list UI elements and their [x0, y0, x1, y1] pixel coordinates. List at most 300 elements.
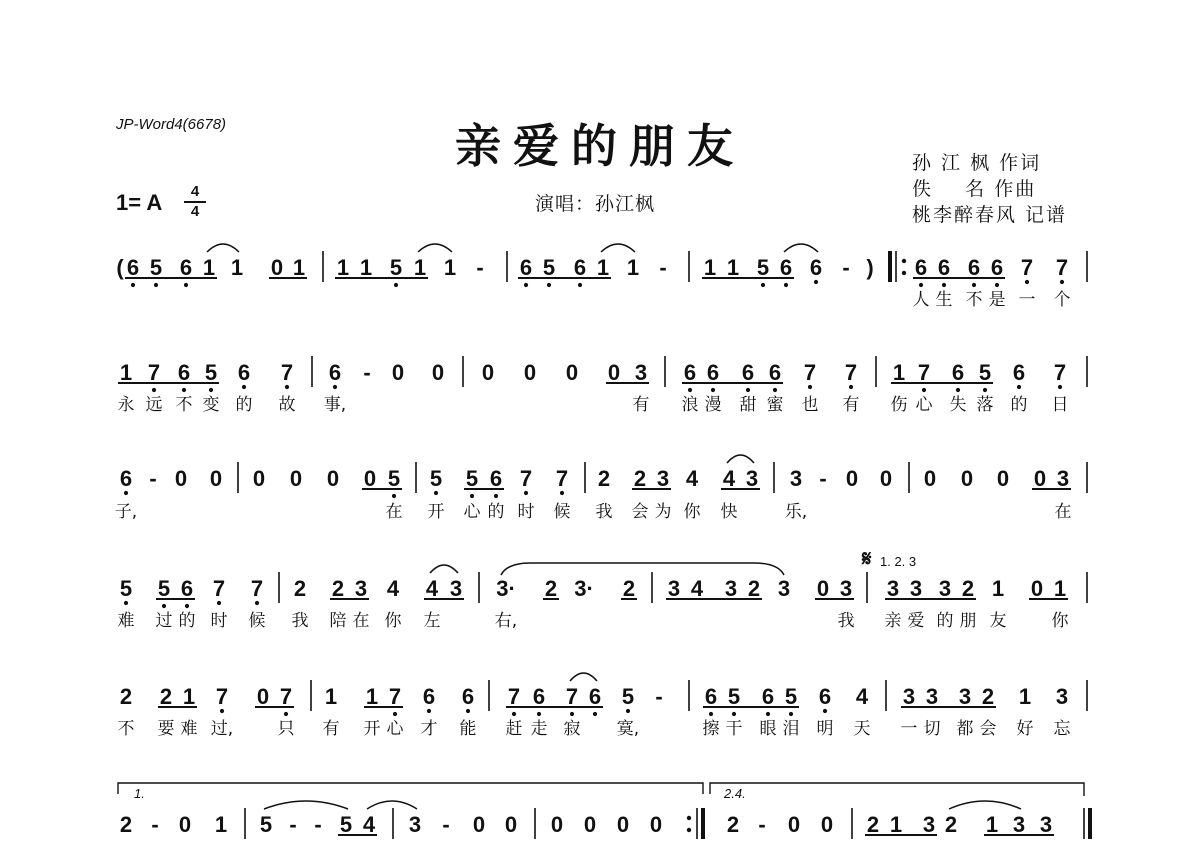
note-3-dotted: 3·	[574, 576, 594, 601]
note-1: 1	[726, 255, 740, 280]
lyric-syllable: 在	[1054, 502, 1072, 522]
note-7: 7	[507, 684, 521, 709]
note-2: 2	[961, 576, 975, 601]
note-1: 1	[292, 255, 306, 280]
note-0: 0	[252, 466, 266, 491]
lyric-syllable: 时	[210, 611, 228, 631]
note-0: 0	[565, 360, 579, 385]
lower-octave-dot	[732, 712, 736, 716]
lyric-syllable: 心	[386, 719, 404, 739]
note-3: 3	[938, 576, 952, 601]
time-signature-bottom: 4	[190, 203, 200, 220]
note-4: 4	[855, 684, 869, 709]
note-6: 6	[990, 255, 1004, 280]
note-2: 2	[622, 576, 636, 601]
note-7: 7	[388, 684, 402, 709]
note-1: 1	[892, 360, 906, 385]
note-6: 6	[119, 466, 133, 491]
lyric-syllable: 开	[427, 502, 445, 522]
lower-octave-dot	[560, 491, 564, 495]
tie-slur	[570, 673, 597, 681]
lyric-syllable: 难	[180, 719, 198, 739]
lower-octave-dot	[285, 385, 289, 389]
lower-octave-dot	[784, 283, 788, 287]
lower-octave-dot	[766, 712, 770, 716]
lower-octave-dot	[814, 280, 818, 284]
note-5: 5	[387, 466, 401, 491]
lyric-syllable: 能	[459, 719, 477, 739]
note-6: 6	[179, 255, 193, 280]
lower-octave-dot	[494, 494, 498, 498]
lower-octave-dot	[688, 388, 692, 392]
lyric-syllable: 过	[155, 611, 173, 631]
note-1: 1	[202, 255, 216, 280]
sustain-dash: -	[149, 466, 157, 491]
note-0: 0	[787, 812, 801, 837]
note-2: 2	[747, 576, 761, 601]
note-6: 6	[761, 684, 775, 709]
note-6: 6	[519, 255, 533, 280]
lyric-syllable: 干	[725, 719, 743, 739]
repeat-dot	[687, 828, 691, 832]
lower-octave-dot	[217, 601, 221, 605]
sustain-dash: -	[659, 255, 667, 280]
note-0: 0	[481, 360, 495, 385]
lower-octave-dot	[593, 712, 597, 716]
note-3: 3	[667, 576, 681, 601]
lower-octave-dot	[470, 494, 474, 498]
note-0: 0	[879, 466, 893, 491]
lyric-syllable: 故	[278, 395, 296, 415]
note-6: 6	[741, 360, 755, 385]
note-6: 6	[489, 466, 503, 491]
lyric-syllable: 时	[517, 502, 535, 522]
lyricist-credit: 孙 江 枫 作词	[912, 152, 1042, 174]
note-1: 1	[985, 812, 999, 837]
lower-octave-dot	[746, 388, 750, 392]
lyric-syllable: 都	[956, 719, 974, 739]
note-7: 7	[250, 576, 264, 601]
lower-octave-dot	[152, 388, 156, 392]
sustain-dash: -	[842, 255, 850, 280]
note-5: 5	[429, 466, 443, 491]
note-6: 6	[818, 684, 832, 709]
note-5: 5	[542, 255, 556, 280]
note-3: 3	[656, 466, 670, 491]
lower-octave-dot	[761, 283, 765, 287]
note-0: 0	[523, 360, 537, 385]
sustain-dash: -	[819, 466, 827, 491]
lyric-syllable: 日	[1051, 395, 1069, 415]
lower-octave-dot	[808, 385, 812, 389]
lower-octave-dot	[394, 283, 398, 287]
note-0: 0	[391, 360, 405, 385]
lower-octave-dot	[1017, 385, 1021, 389]
software-source-label: JP-Word4(6678)	[116, 116, 227, 133]
note-5: 5	[149, 255, 163, 280]
note-5: 5	[756, 255, 770, 280]
lyric-syllable: 甜	[739, 395, 757, 415]
segno-icon: 𝄋	[862, 546, 872, 571]
lyric-syllable: 子,	[114, 502, 138, 522]
note-0: 0	[256, 684, 270, 709]
note-3: 3	[745, 466, 759, 491]
lyric-syllable: 漫	[704, 395, 722, 415]
note-3: 3	[408, 812, 422, 837]
lower-octave-dot	[547, 283, 551, 287]
lyric-syllable: 寂	[563, 719, 581, 739]
note-2: 2	[159, 684, 173, 709]
lower-octave-dot	[956, 388, 960, 392]
note-6: 6	[768, 360, 782, 385]
note-0: 0	[472, 812, 486, 837]
lower-octave-dot	[1060, 280, 1064, 284]
lyric-syllable: 也	[801, 395, 819, 415]
note-0: 0	[289, 466, 303, 491]
sustain-dash: -	[314, 812, 322, 837]
lyric-syllable: 会	[631, 502, 649, 522]
lower-octave-dot	[1025, 280, 1029, 284]
lyric-syllable: 伤	[890, 395, 908, 415]
note-1: 1	[413, 255, 427, 280]
note-6: 6	[809, 255, 823, 280]
lower-octave-dot	[184, 283, 188, 287]
lower-octave-dot	[537, 712, 541, 716]
lyric-syllable: 赶	[505, 719, 523, 739]
lower-octave-dot	[570, 712, 574, 716]
second-ending-label: 2.4.	[724, 786, 746, 801]
lower-octave-dot	[242, 385, 246, 389]
lyric-syllable: 右,	[494, 611, 518, 631]
note-7: 7	[844, 360, 858, 385]
note-2: 2	[293, 576, 307, 601]
note-6: 6	[704, 684, 718, 709]
note-1: 1	[230, 255, 244, 280]
lyric-syllable: 的	[235, 395, 253, 415]
lower-octave-dot	[942, 283, 946, 287]
lower-octave-dot	[255, 601, 259, 605]
note-0: 0	[178, 812, 192, 837]
lyric-syllable: 走	[530, 719, 548, 739]
note-7: 7	[215, 684, 229, 709]
note-1: 1	[443, 255, 457, 280]
lyric-syllable: 为	[654, 502, 672, 522]
note-0: 0	[649, 812, 663, 837]
lyric-syllable: 难	[117, 611, 135, 631]
note-0: 0	[174, 466, 188, 491]
note-3: 3	[634, 360, 648, 385]
lower-octave-dot	[434, 491, 438, 495]
note-1: 1	[324, 684, 338, 709]
note-1: 1	[703, 255, 717, 280]
note-5: 5	[978, 360, 992, 385]
lyric-syllable: 你	[384, 611, 402, 631]
lyric-syllable: 永	[117, 395, 135, 415]
note-5: 5	[204, 360, 218, 385]
lower-octave-dot	[524, 491, 528, 495]
note-0: 0	[431, 360, 445, 385]
lower-octave-dot	[983, 388, 987, 392]
tie-slur	[601, 244, 635, 252]
tie-slur	[430, 565, 458, 573]
tie-slur	[367, 801, 417, 809]
lyric-syllable: 天	[853, 719, 871, 739]
note-2: 2	[944, 812, 958, 837]
lyric-syllable: 只	[277, 719, 295, 739]
note-6: 6	[914, 255, 928, 280]
note-3: 3	[1012, 812, 1026, 837]
note-4: 4	[722, 466, 736, 491]
sustain-dash: -	[151, 812, 159, 837]
note-6: 6	[588, 684, 602, 709]
note-7: 7	[803, 360, 817, 385]
lower-octave-dot	[185, 604, 189, 608]
lyric-syllable: 候	[553, 502, 571, 522]
note-7: 7	[147, 360, 161, 385]
lower-octave-dot	[209, 388, 213, 392]
note-3: 3	[1056, 466, 1070, 491]
sustain-dash: -	[758, 812, 766, 837]
lower-octave-dot	[427, 709, 431, 713]
lower-octave-dot	[162, 604, 166, 608]
note-6: 6	[951, 360, 965, 385]
lyric-syllable: 快	[720, 502, 738, 522]
note-6: 6	[967, 255, 981, 280]
lyric-syllable: 远	[145, 395, 163, 415]
lyric-syllable: 好	[1016, 719, 1034, 739]
lower-octave-dot	[512, 712, 516, 716]
note-0: 0	[583, 812, 597, 837]
lyric-syllable: 不	[965, 290, 983, 310]
note-3: 3	[902, 684, 916, 709]
note-2: 2	[331, 576, 345, 601]
repeat-dot	[902, 271, 906, 275]
tie-slur	[207, 244, 239, 252]
note-1: 1	[991, 576, 1005, 601]
lyric-syllable: 要	[157, 719, 175, 739]
repeat-dot	[687, 816, 691, 820]
note-6: 6	[328, 360, 342, 385]
note-3: 3	[1039, 812, 1053, 837]
parenthesis: (	[116, 255, 124, 280]
first-ending-label: 1.	[134, 786, 145, 801]
lyric-syllable: 友	[989, 611, 1007, 631]
lower-octave-dot	[393, 712, 397, 716]
note-4: 4	[425, 576, 439, 601]
sustain-dash: -	[655, 684, 663, 709]
note-6: 6	[177, 360, 191, 385]
lyric-syllable: 蜜	[766, 395, 784, 415]
note-0: 0	[1033, 466, 1047, 491]
long-tie-slur	[501, 563, 784, 575]
sustain-dash: -	[363, 360, 371, 385]
lyric-syllable: 乐,	[784, 502, 808, 522]
note-0: 0	[270, 255, 284, 280]
note-0: 0	[1030, 576, 1044, 601]
lyric-syllable: 失	[949, 395, 967, 415]
note-7: 7	[917, 360, 931, 385]
tie-slur	[727, 455, 754, 463]
lyric-syllable: 爱	[907, 611, 925, 631]
lyric-syllable: 擦	[702, 719, 720, 739]
first-ending-bracket	[118, 783, 703, 794]
note-6: 6	[126, 255, 140, 280]
note-0: 0	[607, 360, 621, 385]
lyric-syllable: 落	[976, 395, 994, 415]
lyric-syllable: 在	[385, 502, 403, 522]
lower-octave-dot	[789, 712, 793, 716]
lower-octave-dot	[972, 283, 976, 287]
note-2: 2	[119, 684, 133, 709]
note-3: 3	[925, 684, 939, 709]
time-signature-top: 4	[190, 183, 200, 200]
note-3: 3	[909, 576, 923, 601]
transcriber-credit: 桃李醉春风 记谱	[912, 204, 1068, 226]
note-7: 7	[280, 360, 294, 385]
lyric-syllable: 我	[291, 611, 309, 631]
lyric-syllable: 你	[683, 502, 701, 522]
lyric-syllable: 你	[1051, 611, 1069, 631]
lyric-syllable: 切	[923, 719, 941, 739]
lyric-syllable: 不	[117, 719, 135, 739]
lyric-syllable: 明	[816, 719, 834, 739]
lower-octave-dot	[284, 712, 288, 716]
lyric-syllable: 我	[595, 502, 613, 522]
note-1: 1	[889, 812, 903, 837]
song-title: 亲爱的朋友	[455, 119, 745, 173]
note-7: 7	[1055, 255, 1069, 280]
note-3: 3	[789, 466, 803, 491]
note-5: 5	[784, 684, 798, 709]
lower-octave-dot	[1058, 385, 1062, 389]
lyric-syllable: 一	[1018, 290, 1036, 310]
lyric-syllable: 泪	[782, 719, 800, 739]
sustain-dash: -	[289, 812, 297, 837]
note-2: 2	[981, 684, 995, 709]
lower-octave-dot	[131, 283, 135, 287]
lower-octave-dot	[709, 712, 713, 716]
note-3: 3	[1055, 684, 1069, 709]
lower-octave-dot	[333, 385, 337, 389]
lower-octave-dot	[124, 601, 128, 605]
second-ending-bracket	[710, 783, 1084, 796]
note-0: 0	[326, 466, 340, 491]
note-7: 7	[1020, 255, 1034, 280]
note-6: 6	[1012, 360, 1026, 385]
repeat-dot	[902, 259, 906, 263]
lyric-syllable: 有	[322, 719, 340, 739]
lyric-syllable: 事,	[323, 395, 347, 415]
note-5: 5	[727, 684, 741, 709]
tie-slur	[949, 801, 1021, 809]
note-6: 6	[461, 684, 475, 709]
lyric-syllable: 忘	[1053, 719, 1071, 739]
note-3-dotted: 3·	[496, 576, 516, 601]
note-5: 5	[389, 255, 403, 280]
note-7: 7	[555, 466, 569, 491]
tie-slur	[418, 244, 452, 252]
lower-octave-dot	[823, 709, 827, 713]
note-3: 3	[724, 576, 738, 601]
note-1: 1	[596, 255, 610, 280]
note-4: 4	[362, 812, 376, 837]
note-0: 0	[996, 466, 1010, 491]
note-6: 6	[937, 255, 951, 280]
note-5: 5	[157, 576, 171, 601]
note-3: 3	[958, 684, 972, 709]
note-3: 3	[354, 576, 368, 601]
note-7: 7	[212, 576, 226, 601]
lyric-syllable: 的	[487, 502, 505, 522]
lyric-syllable: 开	[363, 719, 381, 739]
lower-octave-dot	[849, 385, 853, 389]
note-1: 1	[365, 684, 379, 709]
lyric-syllable: 眼	[759, 719, 777, 739]
lower-octave-dot	[578, 283, 582, 287]
note-6: 6	[683, 360, 697, 385]
lyric-syllable: 是	[988, 290, 1006, 310]
note-3: 3	[839, 576, 853, 601]
lyric-syllable: 不	[175, 395, 193, 415]
note-0: 0	[209, 466, 223, 491]
note-0: 0	[820, 812, 834, 837]
lyric-syllable: 才	[420, 719, 438, 739]
note-2: 2	[544, 576, 558, 601]
note-1: 1	[214, 812, 228, 837]
note-5: 5	[119, 576, 133, 601]
note-0: 0	[923, 466, 937, 491]
lower-octave-dot	[626, 709, 630, 713]
note-5: 5	[339, 812, 353, 837]
note-7: 7	[519, 466, 533, 491]
note-0: 0	[960, 466, 974, 491]
lyric-syllable: 人	[912, 290, 930, 310]
lyric-syllable: 的	[178, 611, 196, 631]
note-7: 7	[565, 684, 579, 709]
lyric-syllable: 朋	[959, 611, 977, 631]
lyric-syllable: 我	[837, 611, 855, 631]
note-6: 6	[237, 360, 251, 385]
parenthesis: )	[866, 255, 874, 280]
note-2: 2	[597, 466, 611, 491]
note-2: 2	[866, 812, 880, 837]
note-0: 0	[363, 466, 377, 491]
key-signature: 1= A	[116, 190, 163, 215]
note-4: 4	[690, 576, 704, 601]
tie-slur	[264, 801, 348, 809]
lower-octave-dot	[995, 283, 999, 287]
lyric-syllable: 一	[900, 719, 918, 739]
lyric-syllable: 在	[352, 611, 370, 631]
note-1: 1	[336, 255, 350, 280]
note-6: 6	[573, 255, 587, 280]
note-7: 7	[279, 684, 293, 709]
note-6: 6	[779, 255, 793, 280]
lower-octave-dot	[182, 388, 186, 392]
lyric-syllable: 陪	[329, 611, 347, 631]
segno-pass-label: 1. 2. 3	[880, 554, 917, 569]
singer-credit: 演唱：孙江枫	[535, 193, 656, 215]
note-2: 2	[119, 812, 133, 837]
note-6: 6	[706, 360, 720, 385]
note-6: 6	[532, 684, 546, 709]
lyric-syllable: 的	[1010, 395, 1028, 415]
lyric-syllable: 浪	[681, 395, 699, 415]
lyric-syllable: 会	[979, 719, 997, 739]
sustain-dash: -	[442, 812, 450, 837]
lower-octave-dot	[124, 491, 128, 495]
lower-octave-dot	[711, 388, 715, 392]
